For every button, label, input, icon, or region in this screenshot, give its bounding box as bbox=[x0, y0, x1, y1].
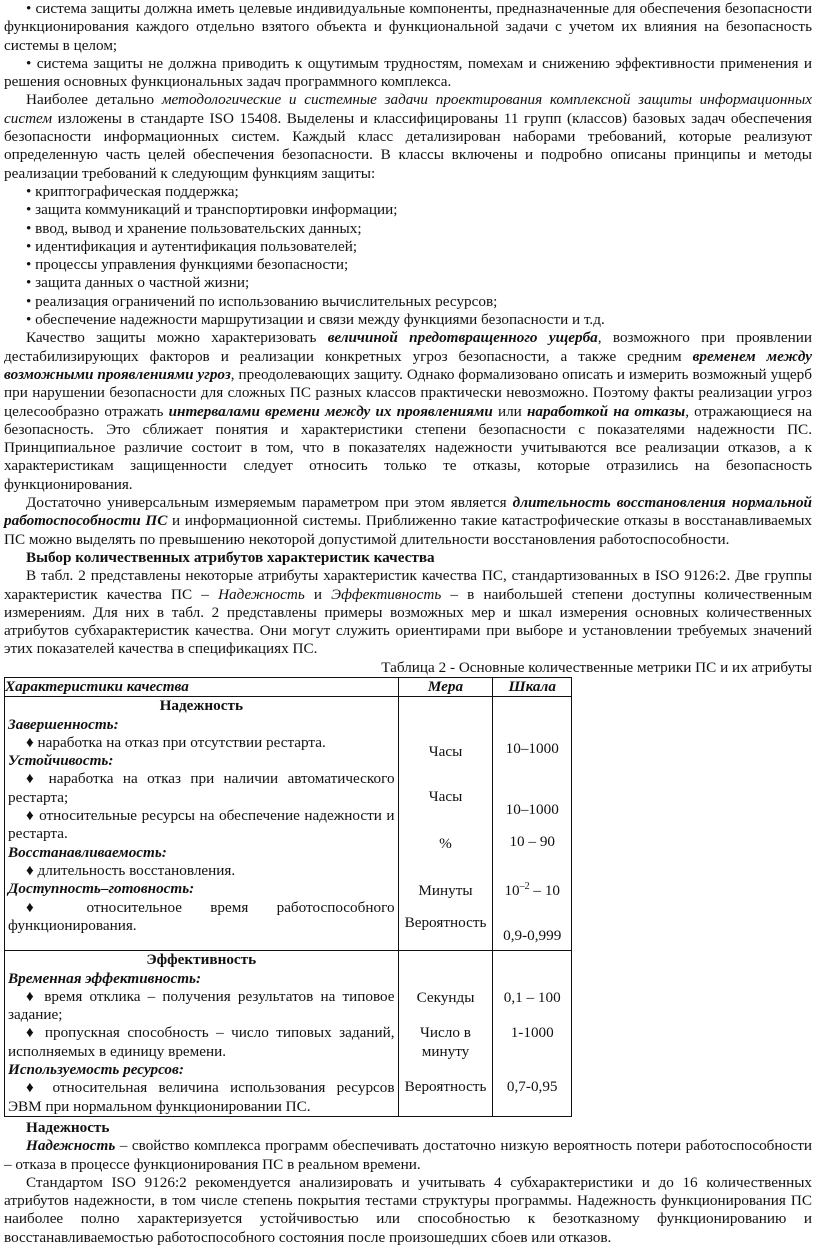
table-cell bbox=[5, 951, 399, 1117]
list-item: • идентификация и аутентификация пользователей; bbox=[26, 237, 358, 255]
italic-text: Эффективность bbox=[331, 585, 442, 603]
attribute-text: ♦ длительность восстановления. bbox=[26, 861, 236, 879]
list-item: • защита коммуникаций и транспортировки информации; bbox=[26, 201, 398, 219]
text-run: Достаточно универсальным измеряемым параметром при этом является bbox=[26, 494, 513, 512]
list-item: • криптографическая поддержка; bbox=[26, 182, 239, 200]
attribute-text: ♦ относительные ресурсы на обеспечение надежности и рестарта. bbox=[8, 807, 395, 843]
scale-value: 0,7-0,95 bbox=[506, 1078, 558, 1096]
measure-value: Вероятность bbox=[404, 914, 487, 932]
table-caption: Таблица 2 - Основные количественные метрики ПС и их атрибуты bbox=[381, 658, 812, 676]
scale-value: 10–1000 bbox=[505, 740, 559, 758]
table-header-row bbox=[5, 677, 572, 696]
section-heading: Выбор количественных атрибутов характеристик качества bbox=[26, 548, 435, 566]
table-row bbox=[5, 697, 572, 951]
subcharacteristic-label: Устойчивость: bbox=[8, 752, 114, 770]
measure-value: Минуты bbox=[418, 882, 473, 900]
subcharacteristic-label: Временная эффективность: bbox=[8, 969, 202, 987]
table-cell bbox=[398, 951, 493, 1117]
list-item: • реализация ограничений по использованию вычислительных ресурсов; bbox=[26, 292, 498, 310]
column-header: Мера bbox=[398, 677, 493, 696]
section-heading: Надежность bbox=[26, 1118, 110, 1136]
measure-value: Число в минуту bbox=[420, 1024, 471, 1060]
attribute-text: ♦ наработка на отказ при наличии автоматического рестарта; bbox=[8, 770, 395, 806]
scale-value bbox=[496, 878, 568, 900]
emphasis-text: интервалами времени между их проявлениями bbox=[168, 402, 493, 420]
column-header: Характеристики качества bbox=[5, 677, 399, 696]
measure-value: Секунды bbox=[416, 989, 475, 1007]
measure-value: % bbox=[439, 835, 452, 853]
column-header: Шкала bbox=[493, 677, 572, 696]
attribute-text: ♦ наработка на отказ при отсутствии рестарта. bbox=[26, 733, 326, 751]
text-run: и информационной системы. Приближенно такие катастрофические отказы в восстанавливаемых ПС можно выделять по превышению некоторой допустимой длительности восстановления работоспособности. bbox=[4, 512, 812, 548]
emphasis-text: Надежность bbox=[26, 1137, 116, 1155]
text-run: , преодолевающих защиту. Однако формализовано описать и измерить возможный ущерб при нарушении безопасности для сложных ПС разных классов практически невозможно. Поэтому факты реализации угроз целесообразно отражать bbox=[4, 365, 812, 420]
attribute-text: ♦ относительное время работоспособного функционирования. bbox=[8, 898, 395, 934]
text-run: , возможного при проявлении дестабилизирующих факторов и реализации конкретных угроз безопасности, а также средним bbox=[4, 329, 812, 365]
text-run: или bbox=[492, 402, 527, 420]
subcharacteristic-label: Завершенность: bbox=[8, 715, 119, 733]
scale-upper: – 10 bbox=[529, 882, 560, 900]
table-row bbox=[5, 951, 572, 1117]
list-item: • защита данных о частной жизни; bbox=[26, 274, 250, 292]
text-run: – свойство комплекса программ обеспечивать достаточно низкую вероятность потери работоспособности – отказа в процессе функционирования ПС в реальном времени. bbox=[4, 1137, 812, 1173]
scale-exponent: –2 bbox=[519, 881, 530, 893]
paragraph bbox=[4, 329, 812, 494]
paragraph: • система защиты должна иметь целевые индивидуальные компоненты, предназначенные для обеспечения безопасности функционирования каждого отдельно взятого объекта и функциональной задачи с учетом их влияния на безопасность системы в целом; bbox=[4, 0, 812, 54]
scale-value: 0,1 – 100 bbox=[503, 989, 561, 1007]
bullet-list bbox=[4, 183, 812, 329]
attribute-text: ♦ время отклика – получения результатов на типовое задание; bbox=[8, 987, 395, 1024]
scale-base: 10 bbox=[504, 882, 520, 900]
group-heading: Эффективность bbox=[146, 951, 257, 969]
list-item: • ввод, вывод и хранение пользовательских данных; bbox=[26, 219, 362, 237]
metrics-table bbox=[4, 677, 572, 1117]
emphasis-text: временем между возможными проявлениями угроз bbox=[4, 347, 812, 383]
table-cell bbox=[398, 697, 493, 951]
group-heading: Надежность bbox=[159, 697, 243, 715]
paragraph bbox=[4, 1137, 812, 1174]
italic-text: Надежность bbox=[218, 585, 305, 603]
attribute-text: ♦ пропускная способность – число типовых заданий, исполняемых в единицу времени. bbox=[8, 1024, 395, 1060]
table-cell bbox=[493, 697, 572, 951]
scale-value: 10–1000 bbox=[505, 801, 559, 819]
measure-value: Вероятность bbox=[404, 1078, 487, 1096]
italic-text: методологические и системные задачи проектирования комплексной защиты информационных систем bbox=[4, 91, 812, 127]
paragraph: • система защиты не должна приводить к ощутимым трудностям, помехам и снижению эффективности применения и решения основных функциональных задач программного комплекса. bbox=[4, 54, 812, 91]
text-run: , отражающиеся на безопасность. Это сближает понятия и характеристики степени безопасности с показателями надежности ПС. Принципиальное различие состоит в том, что в показателях надежности учитываются все реализации отказов, а к характеристикам защищенности следует относить только те отказы, которые отразились на безопасность функционирования. bbox=[4, 402, 812, 493]
subcharacteristic-label: Восстанавливаемость: bbox=[8, 843, 167, 861]
list-item: • процессы управления функциями безопасности; bbox=[26, 256, 349, 274]
text-run: Качество защиты можно характеризовать bbox=[26, 329, 328, 347]
paragraph bbox=[4, 494, 812, 549]
scale-value: 0,9-0,999 bbox=[503, 927, 562, 945]
table-cell bbox=[5, 697, 399, 951]
subcharacteristic-label: Используемость ресурсов: bbox=[8, 1061, 184, 1079]
text-run: – в наибольшей степени доступны количественным измерениям. Для них в табл. 2 представлены примеры возможных мер и шкал измерения основных количественных атрибутов субхарактеристик качества. Они могут служить ориентирами при выборе и установлении требуемых значений этих показателей качества в спецификациях ПС. bbox=[4, 585, 813, 658]
text-run: и bbox=[304, 585, 332, 603]
emphasis-text: наработкой на отказы bbox=[526, 402, 686, 420]
measure-value: Часы bbox=[428, 743, 463, 761]
subcharacteristic-label: Доступность–готовность: bbox=[8, 880, 195, 898]
text-run: Наиболее детально bbox=[26, 91, 162, 109]
paragraph bbox=[4, 91, 812, 182]
scale-value: 10 – 90 bbox=[509, 833, 555, 851]
scale-value: 1-1000 bbox=[510, 1024, 554, 1042]
emphasis-text: длительность восстановления нормальной работоспособности ПС bbox=[4, 494, 812, 530]
paragraph: Стандартом ISO 9126:2 рекомендуется анализировать и учитывать 4 субхарактеристики и до 16 количественных атрибутов надежности, в том числе степень покрытия тестами структуры программы. Надежность функционирования ПС наиболее полно характеризуется устойчивостью или способностью к безотказному функционированию и восстанавливаемостью работоспособного состояния после произошедших сбоев или отказов. bbox=[4, 1173, 812, 1246]
text-run: изложены в стандарте ISO 15408. Выделены и классифицированы 11 групп (классов) базовых задач обеспечения безопасности информационных систем. Каждый класс детализирован наборами требований, которые реализуют определенную часть целей обеспечения безопасности. В классы включены и подробно описаны принципы и методы реализации требований к следующим функциям защиты: bbox=[4, 109, 812, 182]
attribute-text: ♦ относительная величина использования ресурсов ЭВМ при нормальном функционировании ПС. bbox=[8, 1079, 395, 1115]
text-run: В табл. 2 представлены некоторые атрибуты характеристик качества ПС, стандартизованных в ISO 9126:2. Две группы характеристик качества ПС – bbox=[4, 567, 812, 603]
paragraph bbox=[4, 567, 812, 658]
measure-value: Часы bbox=[428, 788, 463, 806]
table-cell bbox=[493, 951, 572, 1117]
list-item: • обеспечение надежности маршрутизации и связи между функциями безопасности и т.д. bbox=[26, 311, 605, 329]
emphasis-text: величиной предотвращенного ущерба bbox=[327, 329, 598, 347]
